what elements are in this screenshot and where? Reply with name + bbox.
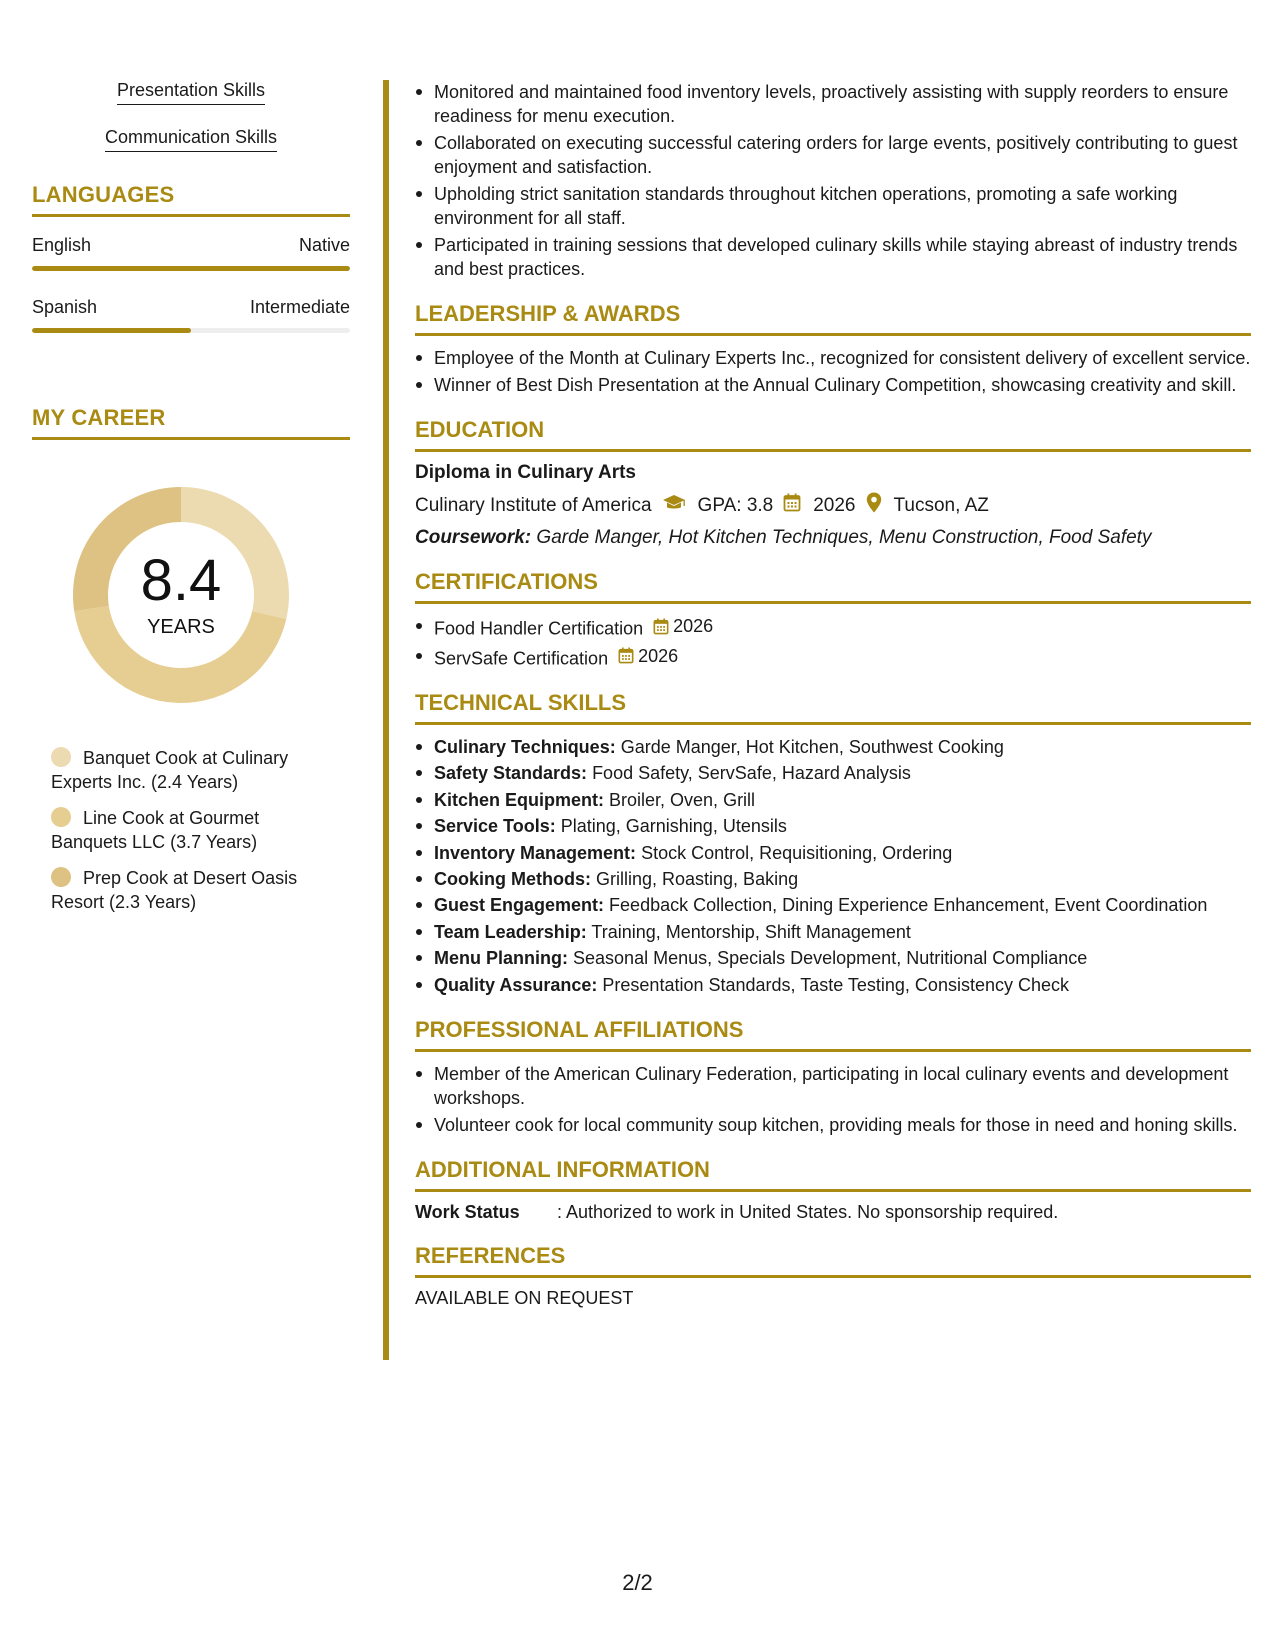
technical-skill-item: Menu Planning: Seasonal Menus, Specials Development, Nutritional Compliance [415, 946, 1251, 970]
affiliation-item: Member of the American Culinary Federation, participating in local culinary events and development workshops. [415, 1062, 1251, 1110]
experience-bullets [415, 80, 1251, 281]
career-legend-item: Prep Cook at Desert Oasis Resort (2.3 Years) [51, 868, 298, 912]
legend-dot [51, 747, 71, 767]
career-legend-item: Line Cook at Gourmet Banquets LLC (3.7 Years) [51, 808, 260, 852]
experience-bullet: Participated in training sessions that developed culinary skills while staying abreast of industry trends and best practices. [415, 233, 1251, 281]
technical-skill-item: Kitchen Equipment: Broiler, Oven, Grill [415, 788, 1251, 812]
affiliation-item: Volunteer cook for local community soup kitchen, providing meals for those in need and honing skills. [415, 1113, 1251, 1137]
affiliations-list [415, 1062, 1251, 1137]
language-level: Native [298, 235, 350, 255]
leadership-heading: LEADERSHIP & AWARDS [415, 301, 1251, 336]
career-donut [66, 480, 296, 710]
education-school: Culinary Institute of America [415, 494, 652, 516]
leadership-list [415, 346, 1251, 397]
technical-skill-item: Service Tools: Plating, Garnishing, Utensils [415, 814, 1251, 838]
languages-heading: LANGUAGES [32, 182, 350, 217]
career-legend [32, 746, 350, 914]
technical-skill-item: Culinary Techniques: Garde Manger, Hot Kitchen, Southwest Cooking [415, 735, 1251, 759]
career-legend-item: Banquet Cook at Culinary Experts Inc. (2.4 Years) [51, 748, 289, 792]
career-total-value: 8.4 [140, 547, 222, 613]
career-heading: MY CAREER [32, 405, 350, 440]
column-divider [383, 80, 389, 1360]
technical-skill-item: Guest Engagement: Feedback Collection, Dining Experience Enhancement, Event Coordination [415, 893, 1251, 917]
references-value: AVAILABLE ON REQUEST [415, 1287, 634, 1308]
certification-item: ServSafe Certification 2026 [415, 644, 1251, 671]
education-degree: Diploma in Culinary Arts [415, 462, 636, 483]
education-location: Tucson, AZ [893, 494, 989, 516]
technical-skill-item: Team Leadership: Training, Mentorship, Shift Management [415, 920, 1251, 944]
leadership-bullet: Employee of the Month at Culinary Experts Inc., recognized for consistent delivery of excellent service. [415, 346, 1251, 370]
language-level: Intermediate [249, 297, 350, 317]
technical-skill-item: Inventory Management: Stock Control, Requisitioning, Ordering [415, 841, 1251, 865]
page-number: 2/2 [622, 1570, 653, 1595]
affiliations-heading: PROFESSIONAL AFFILIATIONS [415, 1017, 1251, 1052]
graduation-cap-icon [662, 494, 686, 518]
certifications-list [415, 614, 1251, 670]
language-item [32, 235, 350, 271]
calendar-icon [783, 493, 801, 518]
technical-skill-item: Cooking Methods: Grilling, Roasting, Baking [415, 867, 1251, 891]
technical-skills-heading: TECHNICAL SKILLS [415, 690, 1251, 725]
work-status-label: Work Status [415, 1201, 520, 1222]
calendar-icon [618, 647, 634, 664]
education-year: 2026 [813, 494, 856, 516]
language-item [32, 297, 350, 333]
education-entry [415, 462, 1251, 549]
main-content [415, 80, 1251, 1309]
certifications-heading: CERTIFICATIONS [415, 569, 1251, 604]
language-bar [32, 328, 350, 333]
leadership-bullet: Winner of Best Dish Presentation at the Annual Culinary Competition, showcasing creativity and skill. [415, 373, 1251, 397]
legend-dot [51, 807, 71, 827]
language-bar-fill [32, 328, 191, 333]
skill-item: Communication Skills [32, 127, 350, 152]
technical-skill-item: Quality Assurance: Presentation Standards, Taste Testing, Consistency Check [415, 973, 1251, 997]
career-total-unit: YEARS [147, 615, 215, 638]
education-heading: EDUCATION [415, 417, 1251, 452]
language-name: English [32, 235, 92, 255]
language-name: Spanish [32, 297, 98, 317]
languages-section [32, 182, 350, 333]
language-bar [32, 266, 350, 271]
sidebar [32, 80, 350, 926]
language-bar-fill [32, 266, 350, 271]
additional-info-heading: ADDITIONAL INFORMATION [415, 1157, 1251, 1192]
education-coursework: Coursework: Garde Manger, Hot Kitchen Techniques, Menu Construction, Food Safety [415, 527, 1152, 548]
skill-item: Presentation Skills [32, 80, 350, 105]
education-gpa: GPA: 3.8 [697, 494, 774, 516]
career-section [32, 405, 350, 914]
skills-list [32, 80, 350, 152]
work-status-row [415, 1202, 1251, 1223]
certification-item: Food Handler Certification 2026 [415, 614, 1251, 641]
references-heading: REFERENCES [415, 1243, 1251, 1278]
experience-bullet: Collaborated on executing successful catering orders for large events, positively contributing to guest enjoyment and satisfaction. [415, 131, 1251, 179]
calendar-icon [653, 618, 669, 635]
experience-bullet: Monitored and maintained food inventory levels, proactively assisting with supply reorders to ensure readiness for menu execution. [415, 80, 1251, 128]
technical-skill-item: Safety Standards: Food Safety, ServSafe, Hazard Analysis [415, 761, 1251, 785]
technical-skills-list [415, 735, 1251, 997]
experience-bullet: Upholding strict sanitation standards throughout kitchen operations, promoting a safe working environment for all staff. [415, 182, 1251, 230]
map-pin-icon [866, 492, 882, 519]
legend-dot [51, 867, 71, 887]
work-status-value: : Authorized to work in United States. No sponsorship required. [557, 1201, 1059, 1222]
